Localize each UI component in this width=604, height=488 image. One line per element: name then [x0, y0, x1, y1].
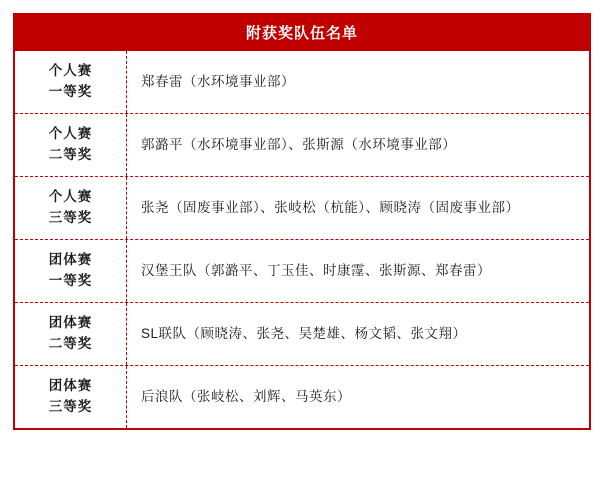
names-text: 汉堡王队（郭潞平、丁玉佳、时康霪、张斯源、郑春雷）	[141, 263, 491, 279]
names-cell	[127, 177, 589, 239]
names-cell	[127, 366, 589, 428]
names-cell	[127, 303, 589, 365]
category-cell	[15, 51, 127, 113]
category-line-2: 一等奖	[48, 84, 93, 99]
category-line-1: 个人赛	[48, 189, 93, 205]
category-line-2: 二等奖	[48, 336, 93, 351]
category-line-1: 个人赛	[48, 126, 93, 142]
table-row	[15, 113, 589, 176]
table-row	[15, 365, 589, 428]
names-text: SL联队（顾晓涛、张尧、吴楚雄、杨文韬、张文翔）	[141, 326, 467, 342]
table-row	[15, 239, 589, 302]
category-line-2: 一等奖	[48, 273, 93, 288]
table-title: 附获奖队伍名单	[15, 15, 589, 51]
category-cell	[15, 303, 127, 365]
category-line-2: 二等奖	[48, 147, 93, 162]
table-row	[15, 51, 589, 113]
names-cell	[127, 240, 589, 302]
category-cell	[15, 366, 127, 428]
names-text: 郑春雷（水环境事业部）	[141, 74, 295, 90]
table-row	[15, 302, 589, 365]
names-text: 郭潞平（水环境事业部）、张斯源（水环境事业部）	[141, 137, 457, 153]
table-body	[15, 51, 589, 428]
table-row	[15, 176, 589, 239]
category-line-1: 团体赛	[48, 378, 93, 394]
category-line-2: 三等奖	[48, 210, 93, 225]
category-cell	[15, 114, 127, 176]
category-line-1: 个人赛	[48, 63, 93, 79]
category-line-1: 团体赛	[48, 252, 93, 268]
category-cell	[15, 177, 127, 239]
category-line-2: 三等奖	[48, 399, 93, 414]
names-text: 张尧（固废事业部）、张岐松（杭能）、顾晓涛（固废事业部）	[141, 200, 520, 216]
names-cell	[127, 114, 589, 176]
category-line-1: 团体赛	[48, 315, 93, 331]
names-text: 后浪队（张岐松、刘辉、马英东）	[141, 389, 351, 405]
award-list-table	[13, 13, 591, 430]
names-cell	[127, 51, 589, 113]
category-cell	[15, 240, 127, 302]
